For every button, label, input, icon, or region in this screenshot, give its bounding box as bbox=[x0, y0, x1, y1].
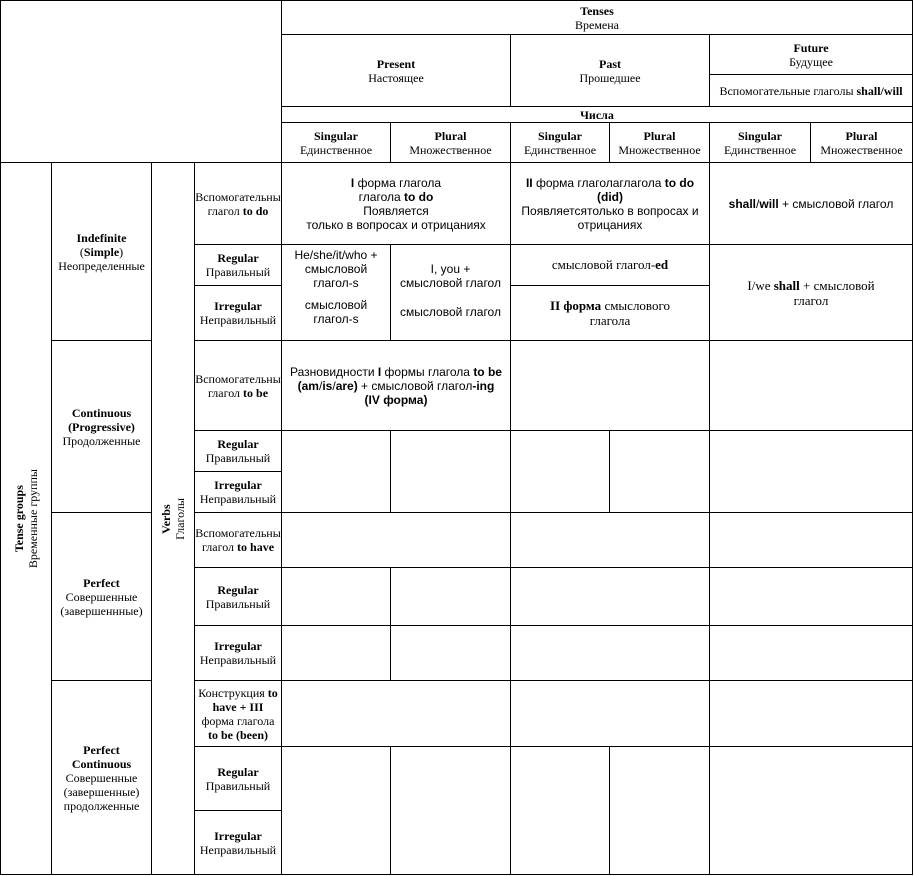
ind-pres-aux-line3: Появляется bbox=[363, 203, 429, 218]
indefinite-present-aux bbox=[281, 162, 511, 245]
plural-label-ru: Множественное bbox=[820, 142, 903, 157]
perfect-future-regular bbox=[709, 567, 913, 626]
verb-irregular-perfect-continuous bbox=[194, 810, 282, 875]
irregular-label: Irregular bbox=[214, 478, 262, 492]
ind-past-aux-line1 bbox=[526, 176, 694, 190]
tense-groups-label bbox=[0, 162, 52, 875]
future-aux-verbs: shall/will bbox=[856, 83, 903, 98]
verbs-text bbox=[159, 498, 187, 540]
verb-regular-indefinite bbox=[194, 244, 282, 286]
group-continuous-title: Continuous bbox=[71, 405, 132, 420]
are-text: are) bbox=[335, 378, 358, 393]
verb-aux-to-do bbox=[194, 162, 282, 245]
tense-groups-title: Tense groups bbox=[12, 484, 26, 553]
ind-future-main-line1 bbox=[747, 278, 874, 293]
ind-pres-pl-line2: смысловой глагол bbox=[400, 276, 501, 290]
group-indefinite-simple bbox=[80, 245, 123, 259]
ind-pres-aux-line1 bbox=[351, 176, 441, 190]
future-plural-header bbox=[810, 122, 913, 163]
tenses-title: Tenses bbox=[580, 3, 614, 18]
ind-past-irr-line2: глагола bbox=[589, 313, 631, 328]
ind-past-aux-did: (did) bbox=[597, 189, 623, 204]
ind-past-aux-line4: отрицаниях bbox=[577, 217, 643, 232]
group-indefinite-ru: Неопределенные bbox=[58, 258, 145, 273]
numbers-header bbox=[281, 106, 913, 123]
shall-word: shall bbox=[728, 196, 757, 211]
singular-label-ru: Единственное bbox=[723, 142, 797, 157]
indefinite-past-regular bbox=[510, 244, 710, 286]
ing-suffix: -ing bbox=[472, 378, 495, 393]
perfect-future-aux bbox=[709, 512, 913, 568]
ind-pres-pl-line1: I, you + bbox=[430, 262, 471, 276]
irregular-label: Irregular bbox=[214, 299, 262, 313]
group-perfect bbox=[51, 512, 152, 681]
perfect-continuous-future-main bbox=[709, 746, 913, 875]
aux-to-have-line bbox=[202, 540, 274, 554]
plural-label: Plural bbox=[845, 128, 878, 143]
verb-irregular-indefinite bbox=[194, 285, 282, 341]
group-indefinite-title: Indefinite bbox=[76, 230, 127, 245]
perfect-present-plural-irregular bbox=[390, 625, 511, 681]
verb-regular-continuous bbox=[194, 430, 282, 472]
perfect-present-aux bbox=[281, 512, 511, 568]
second-form-text: II форма bbox=[550, 298, 602, 313]
indefinite-past-aux bbox=[510, 162, 710, 245]
future-header bbox=[709, 34, 913, 75]
ind-past-reg-line bbox=[552, 258, 668, 272]
tenses-title-ru: Времена bbox=[575, 17, 619, 32]
present-title: Present bbox=[376, 56, 416, 71]
regular-label: Regular bbox=[217, 251, 259, 265]
present-header bbox=[281, 34, 511, 107]
perfect-future-irregular bbox=[709, 625, 913, 681]
ind-pres-sg-line2: смысловой bbox=[304, 262, 368, 276]
group-perfect-ru-1: Совершенные bbox=[65, 589, 138, 604]
indefinite-past-irregular bbox=[510, 285, 710, 341]
roman-one: I bbox=[377, 364, 382, 379]
construct-line-3: форма глагола bbox=[201, 713, 275, 728]
future-singular-header bbox=[709, 122, 811, 163]
perfect-continuous-past-singular bbox=[510, 746, 610, 875]
aux-label: Вспомогательны bbox=[195, 526, 281, 540]
regular-label-ru: Правильный bbox=[205, 451, 271, 465]
continuous-past-aux bbox=[510, 340, 710, 431]
plus-main-verb: + смысловой глагол bbox=[357, 378, 473, 393]
verbs-title: Verbs bbox=[159, 503, 173, 534]
ed-suffix: ed bbox=[655, 257, 669, 272]
simple-word: Simple bbox=[83, 244, 120, 259]
singular-label: Singular bbox=[537, 128, 582, 143]
continuous-future-aux bbox=[709, 340, 913, 431]
present-plural-header bbox=[390, 122, 511, 163]
future-aux-header bbox=[709, 74, 913, 107]
aux-glagol-word: глагол bbox=[201, 540, 235, 554]
continuous-present-plural bbox=[390, 430, 511, 513]
construct-line-1 bbox=[198, 686, 278, 700]
group-continuous bbox=[51, 340, 152, 513]
perfect-present-singular-irregular bbox=[281, 625, 391, 681]
ind-pres-aux-line2 bbox=[359, 190, 434, 204]
regular-label-ru: Правильный bbox=[205, 778, 271, 793]
slash: / bbox=[756, 196, 760, 211]
slash: / bbox=[318, 378, 323, 393]
plural-label: Plural bbox=[643, 128, 676, 143]
group-indefinite bbox=[51, 162, 152, 341]
cont-pres-aux-line2 bbox=[298, 379, 495, 393]
plural-label: Plural bbox=[434, 128, 467, 143]
roman-one: I bbox=[350, 175, 355, 190]
form-text: форма глаголаглагола bbox=[532, 175, 665, 190]
construct-line-2: have + III bbox=[212, 699, 264, 714]
construct-word: Конструкция bbox=[198, 685, 265, 700]
to-do-text: to do bbox=[664, 175, 695, 190]
will-word: will bbox=[759, 196, 779, 211]
plus-main-text: + смысловой bbox=[799, 277, 875, 293]
perfect-continuous-present-plural bbox=[390, 746, 511, 875]
group-pc-ru-2: (завершенные) bbox=[63, 784, 140, 799]
paren-close: ) bbox=[119, 244, 124, 259]
past-title: Past bbox=[599, 56, 621, 71]
ind-pres-sg-irr-line2: глагол-s bbox=[313, 312, 359, 326]
singular-label: Singular bbox=[737, 128, 782, 143]
continuous-present-aux bbox=[281, 340, 511, 431]
shall-word: shall bbox=[773, 277, 800, 293]
continuous-future-main bbox=[709, 430, 913, 513]
singular-label-ru: Единственное bbox=[299, 142, 373, 157]
perfect-past-regular bbox=[510, 567, 710, 626]
ind-pres-sg-line3: глагол-s bbox=[313, 276, 359, 290]
regular-label: Regular bbox=[217, 437, 259, 451]
verb-construct-have-been bbox=[194, 680, 282, 747]
regular-label-ru: Правильный bbox=[205, 596, 271, 611]
i-we-text: I/we bbox=[747, 277, 774, 293]
group-perfect-ru-2: (завершеннные) bbox=[60, 603, 143, 618]
continuous-present-singular bbox=[281, 430, 391, 513]
aux-to-do-line bbox=[208, 204, 269, 218]
ind-pres-sg-line1: He/she/it/who + bbox=[294, 248, 378, 262]
past-plural-header bbox=[609, 122, 710, 163]
group-perfect-title: Perfect bbox=[83, 575, 120, 590]
indefinite-present-plural bbox=[390, 244, 511, 341]
group-perfect-continuous-title: Perfect Continuous bbox=[71, 742, 132, 771]
ind-pres-sg-irr-line1: смысловой bbox=[304, 298, 368, 312]
ind-pres-aux-line4: только в вопросах и отрицаниях bbox=[306, 217, 486, 232]
regular-label: Regular bbox=[217, 582, 259, 597]
tense-groups-title-ru: Временные группы bbox=[26, 468, 40, 569]
regular-label-ru: Правильный bbox=[205, 265, 271, 279]
verbs-title-ru: Глаголы bbox=[173, 497, 187, 540]
main-verb-text: смыслового bbox=[601, 298, 670, 313]
construct-to: to bbox=[267, 685, 278, 700]
to-be-word: to be bbox=[243, 385, 269, 400]
plural-label-ru: Множественное bbox=[409, 142, 492, 157]
plus-main-verb: + смысловой глагол bbox=[778, 196, 894, 211]
am-text: (am bbox=[297, 378, 319, 393]
to-do-word: to do bbox=[242, 203, 269, 218]
irregular-label-ru: Неправильный bbox=[199, 653, 277, 667]
group-pc-ru-3: продолженные bbox=[63, 798, 140, 813]
perfect-present-singular-regular bbox=[281, 567, 391, 626]
aux-label: Вспомогательны bbox=[195, 189, 281, 204]
slash: / bbox=[332, 378, 336, 393]
ind-pres-pl-irr: смысловой глагол bbox=[400, 305, 501, 319]
to-have-word: to have bbox=[237, 540, 275, 554]
plural-label-ru: Множественное bbox=[618, 142, 701, 157]
perfect-past-irregular bbox=[510, 625, 710, 681]
future-aux-text bbox=[719, 84, 902, 98]
perfect-continuous-future-aux bbox=[709, 680, 913, 747]
regular-label: Regular bbox=[217, 764, 259, 779]
form-text: форма глагола bbox=[354, 175, 442, 190]
irregular-label: Irregular bbox=[214, 639, 262, 653]
aux-glagol-word: глагол bbox=[207, 203, 240, 218]
is-text: is bbox=[322, 378, 333, 393]
ind-future-aux-line bbox=[729, 197, 894, 211]
variants-text: Разновидности bbox=[290, 364, 378, 379]
perfect-past-aux bbox=[510, 512, 710, 568]
glagol-text: глагола bbox=[358, 189, 404, 204]
present-title-ru: Настоящее bbox=[368, 70, 424, 85]
past-title-ru: Прошедшее bbox=[579, 70, 641, 85]
indefinite-future-main bbox=[709, 244, 913, 341]
group-continuous-alt: (Progressive) bbox=[68, 419, 135, 434]
indefinite-future-aux bbox=[709, 162, 913, 245]
paren-open: ( bbox=[79, 244, 84, 259]
irregular-label-ru: Неправильный bbox=[199, 842, 277, 857]
aux-glagol-word: глагол bbox=[207, 385, 241, 400]
perfect-continuous-present-aux bbox=[281, 680, 511, 747]
future-aux-prefix: Вспомогательные глаголы bbox=[719, 83, 854, 98]
irregular-label: Irregular bbox=[214, 828, 262, 843]
present-singular-header bbox=[281, 122, 391, 163]
past-singular-header bbox=[510, 122, 610, 163]
future-title-ru: Будущее bbox=[789, 54, 833, 69]
irregular-label-ru: Неправильный bbox=[199, 492, 277, 506]
corner-cell bbox=[0, 0, 282, 163]
perfect-continuous-present-singular bbox=[281, 746, 391, 875]
continuous-past-singular bbox=[510, 430, 610, 513]
indefinite-present-singular bbox=[281, 244, 391, 341]
aux-label: Вспомогательны bbox=[195, 371, 281, 386]
form-text: формы глагола bbox=[381, 364, 474, 379]
tense-groups-text bbox=[12, 469, 40, 568]
group-pc-ru-1: Совершенные bbox=[65, 770, 138, 785]
aux-to-be-line bbox=[208, 386, 268, 400]
to-do-text: to do bbox=[404, 189, 434, 204]
tenses-header bbox=[281, 0, 913, 35]
verb-regular-perfect-continuous bbox=[194, 746, 282, 811]
construct-line-4: to be (been) bbox=[208, 727, 268, 742]
verbs-label bbox=[151, 162, 195, 875]
perfect-continuous-past-aux bbox=[510, 680, 710, 747]
cont-pres-aux-line3: (IV форма) bbox=[364, 392, 428, 407]
verb-regular-perfect bbox=[194, 567, 282, 626]
verb-irregular-continuous bbox=[194, 471, 282, 513]
cont-pres-aux-line1 bbox=[290, 365, 502, 379]
singular-label-ru: Единственное bbox=[523, 142, 597, 157]
group-perfect-continuous bbox=[51, 680, 152, 875]
perfect-continuous-past-plural bbox=[609, 746, 710, 875]
verb-aux-to-be bbox=[194, 340, 282, 431]
roman-two: II bbox=[525, 175, 533, 190]
future-title: Future bbox=[793, 40, 829, 55]
to-be-text: to be bbox=[473, 364, 502, 379]
continuous-past-plural bbox=[609, 430, 710, 513]
perfect-present-plural-regular bbox=[390, 567, 511, 626]
ind-past-irr-line1 bbox=[550, 298, 670, 313]
main-verb-text: смысловой глагол- bbox=[551, 257, 656, 272]
numbers-title: Числа bbox=[580, 107, 614, 122]
ind-past-aux-line3: Появляетсятолько в вопросах и bbox=[521, 203, 699, 218]
verb-aux-to-have bbox=[194, 512, 282, 568]
irregular-label-ru: Неправильный bbox=[199, 313, 277, 327]
group-continuous-ru: Продолженные bbox=[62, 433, 141, 448]
verb-irregular-perfect bbox=[194, 625, 282, 681]
singular-label: Singular bbox=[313, 128, 358, 143]
past-header bbox=[510, 34, 710, 107]
ind-future-main-line2: глагол bbox=[793, 292, 829, 308]
